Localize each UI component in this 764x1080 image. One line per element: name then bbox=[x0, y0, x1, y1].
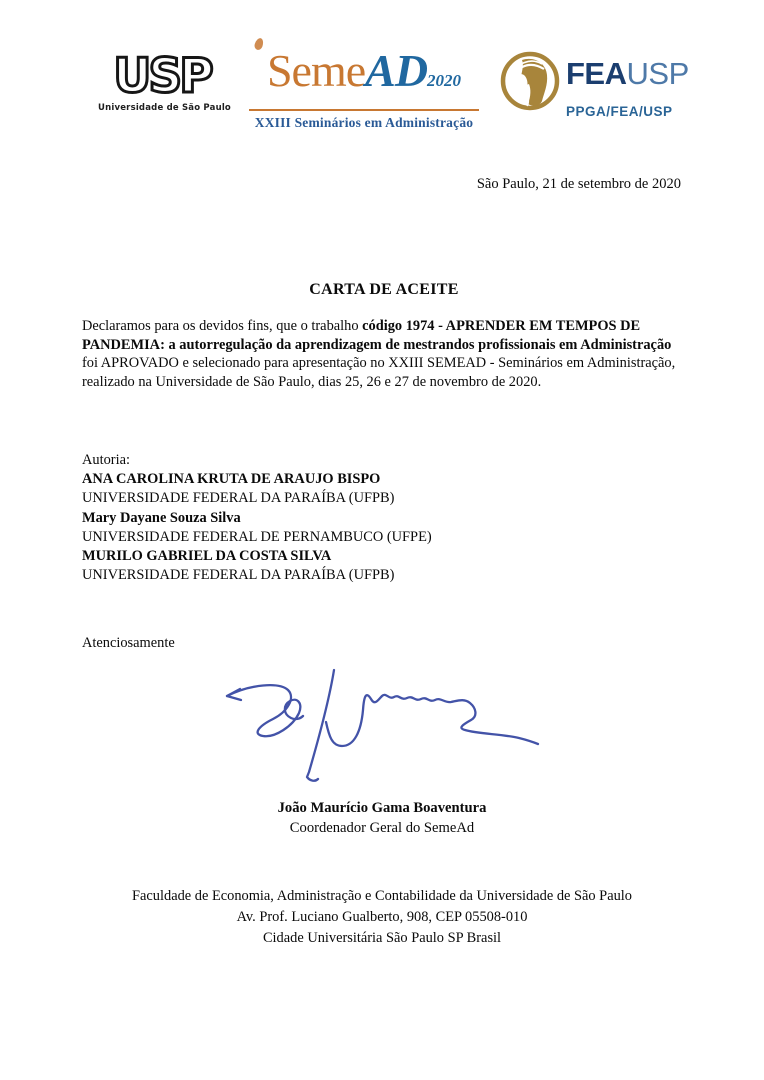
semead-divider bbox=[249, 109, 479, 111]
body-intro: Declaramos para os devidos fins, que o trabalho bbox=[82, 318, 363, 334]
signer-name: João Maurício Gama Boaventura bbox=[277, 800, 487, 816]
fea-word: FEA bbox=[566, 56, 627, 91]
semead-subtitle: XXIII Seminários em Administração bbox=[254, 115, 474, 130]
semead-year: 2020 bbox=[427, 71, 462, 90]
footer-line-faculty: Faculdade de Economia, Administração e Contabilidade da Universidade de São Paulo bbox=[132, 888, 632, 904]
author-name: Mary Dayane Souza Silva bbox=[82, 509, 241, 526]
usp-logo-caption: Universidade de São Paulo bbox=[98, 103, 231, 113]
letter-title: CARTA DE ACEITE bbox=[309, 281, 459, 298]
usp-word: USP bbox=[626, 56, 689, 91]
footer-address bbox=[0, 886, 764, 949]
usp-logo-icon: USP bbox=[113, 49, 211, 104]
body-rest: foi APROVADO e selecionado para apresentação no XXIII SEMEAD - Seminários em Administração, realizado na Universidade de São Paulo, dias 25, 26 e 27 de novembro de 2020. bbox=[82, 355, 676, 390]
signature-image bbox=[203, 656, 559, 790]
letter-date: São Paulo, 21 de setembro de 2020 bbox=[476, 176, 681, 192]
fea-usp-wordmark bbox=[566, 57, 689, 91]
fea-usp-logo bbox=[500, 51, 689, 119]
authorship-block bbox=[82, 451, 432, 585]
author-name: ANA CAROLINA KRUTA DE ARAUJO BISPO bbox=[82, 471, 381, 488]
fea-logo-text bbox=[566, 51, 689, 119]
author-name: MURILO GABRIEL DA COSTA SILVA bbox=[82, 548, 332, 565]
footer-line-city: Cidade Universitária São Paulo SP Brasil bbox=[262, 930, 502, 946]
semead-word-seme: Seme bbox=[266, 45, 366, 96]
footer-line-street: Av. Prof. Luciano Gualberto, 908, CEP 05508-010 bbox=[236, 909, 528, 925]
closing-salutation: Atenciosamente bbox=[82, 635, 175, 651]
signature-ink-icon bbox=[203, 656, 559, 790]
semead-logo-wordmark bbox=[247, 46, 481, 107]
author-institution: UNIVERSIDADE FEDERAL DA PARAÍBA (UFPB) bbox=[82, 490, 395, 507]
author-institution: UNIVERSIDADE FEDERAL DE PERNAMBUCO (UFPE) bbox=[82, 528, 432, 545]
author-institution: UNIVERSIDADE FEDERAL DA PARAÍBA (UFPB) bbox=[82, 567, 395, 584]
semead-word-ad: AD bbox=[365, 45, 428, 96]
usp-logo bbox=[98, 49, 231, 113]
signer-block bbox=[0, 798, 764, 838]
signer-role: Coordenador Geral do SemeAd bbox=[289, 820, 475, 836]
fea-minerva-emblem-icon bbox=[500, 51, 560, 111]
letter-body-paragraph bbox=[82, 317, 688, 391]
semead-logo bbox=[247, 46, 481, 131]
authorship-label: Autoria: bbox=[82, 452, 130, 468]
ppga-fea-usp-caption: PPGA/FEA/USP bbox=[566, 104, 673, 119]
body-work-title: código 1974 - APRENDER EM TEMPOS DE PANDEMIA: a autorregulação da aprendizagem de mestrandos profissionais em Administração bbox=[82, 318, 672, 353]
